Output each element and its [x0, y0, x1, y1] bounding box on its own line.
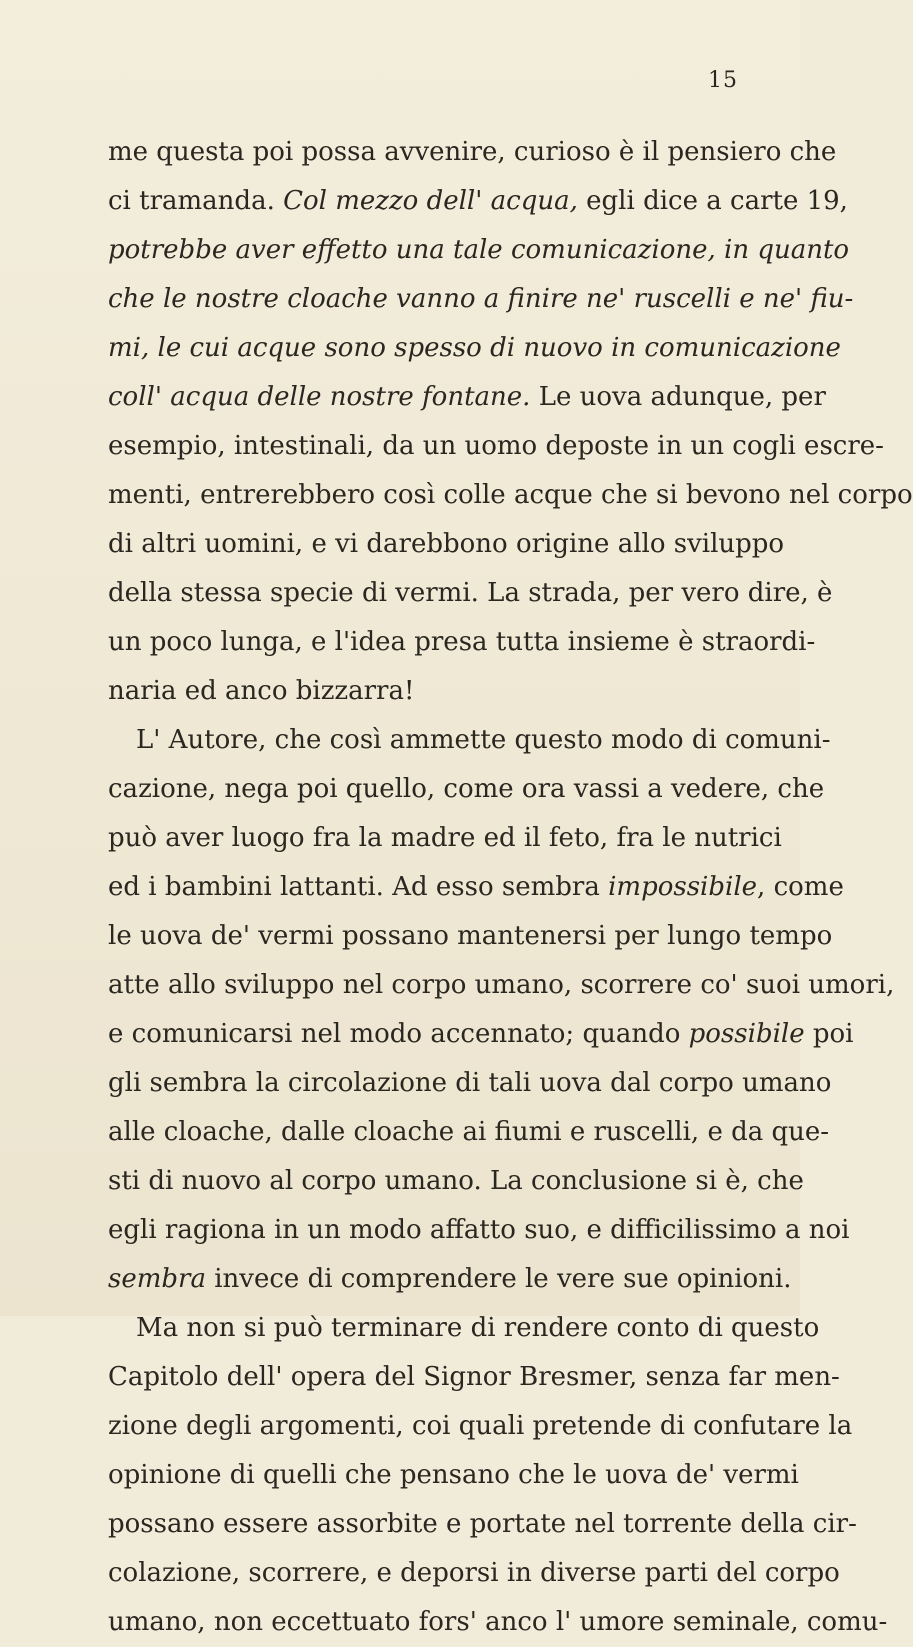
text-segment: gli sembra la circolazione di tali uova dal corpo umano	[108, 1068, 832, 1098]
italic-text-segment: coll' acqua delle nostre fontane.	[108, 382, 531, 412]
text-line	[108, 324, 841, 373]
text-line	[108, 520, 785, 569]
text-line	[108, 422, 884, 471]
text-line	[108, 1059, 832, 1108]
text-segment: le uova de' vermi possano mantenersi per lungo tempo	[108, 921, 833, 951]
text-segment: e comunicarsi nel modo accennato; quando	[108, 1019, 689, 1049]
text-segment: ed i bambini lattanti. Ad esso sembra	[108, 872, 609, 902]
text-segment: sti di nuovo al corpo umano. La conclusione si è, che	[108, 1166, 804, 1196]
text-line	[108, 226, 850, 275]
italic-text-segment: Col mezzo dell' acqua,	[283, 186, 578, 216]
text-line	[108, 471, 913, 520]
text-line	[108, 1255, 792, 1304]
text-line	[108, 1206, 850, 1255]
text-segment: Capitolo dell' opera del Signor Bresmer, senza far men-	[108, 1362, 840, 1392]
text-segment: Ma non si può terminare di rendere conto di questo	[136, 1313, 820, 1343]
text-line	[108, 177, 848, 226]
text-segment: atte allo sviluppo nel corpo umano, scorrere co' suoi umori,	[108, 970, 895, 1000]
text-segment: può aver luogo fra la madre ed il feto, fra le nutrici	[108, 823, 782, 853]
text-segment: , come	[757, 872, 844, 902]
text-segment: me questa poi possa avvenire, curioso è il pensiero che	[108, 137, 837, 167]
text-line	[108, 1598, 888, 1647]
italic-text-segment: mi, le cui acque sono spesso di nuovo in comunicazione	[108, 333, 841, 363]
italic-text-segment: che le nostre cloache vanno a finire ne' ruscelli e ne' fiu-	[108, 284, 854, 314]
text-segment: egli dice a carte 19,	[577, 186, 848, 216]
italic-text-segment: sembra	[108, 1264, 206, 1294]
text-line	[108, 814, 782, 863]
italic-text-segment: possibile	[688, 1019, 805, 1049]
text-line	[108, 1451, 799, 1500]
text-line	[108, 1353, 840, 1402]
text-segment: Le uova adunque, per	[530, 382, 826, 412]
text-segment: un poco lunga, e l'idea presa tutta insieme è straordi-	[108, 627, 816, 657]
text-segment: poi	[804, 1019, 854, 1049]
text-segment: egli ragiona in un modo affatto suo, e difficilissimo a noi	[108, 1215, 850, 1245]
text-segment: L' Autore, che così ammette questo modo di comuni-	[136, 725, 831, 755]
text-line	[108, 863, 844, 912]
body-text	[108, 128, 913, 1647]
text-segment: zione degli argomenti, coi quali pretende di confutare la	[108, 1411, 853, 1441]
text-segment: opinione di quelli che pensano che le uova de' vermi	[108, 1460, 799, 1490]
italic-text-segment: impossibile	[608, 872, 758, 902]
text-line	[108, 618, 816, 667]
text-line	[108, 373, 826, 422]
text-line	[108, 1108, 830, 1157]
text-segment: menti, entrerebbero così colle acque che si bevono nel corpo	[108, 480, 913, 510]
text-line	[108, 128, 837, 177]
text-segment: possano essere assorbite e portate nel torrente della cir-	[108, 1509, 857, 1539]
text-line	[108, 765, 825, 814]
text-line	[108, 1549, 840, 1598]
text-line	[108, 1402, 853, 1451]
text-segment: naria ed anco bizzarra!	[108, 676, 415, 706]
text-line	[108, 1304, 820, 1353]
text-segment: ci tramanda.	[108, 186, 284, 216]
text-segment: invece di comprendere le vere sue opinioni.	[205, 1264, 792, 1294]
text-segment: umano, non eccettuato fors' anco l' umore seminale, comu-	[108, 1607, 888, 1637]
text-segment: cazione, nega poi quello, come ora vassi a vedere, che	[108, 774, 825, 804]
text-segment: esempio, intestinali, da un uomo deposte in un cogli escre-	[108, 431, 884, 461]
text-segment: di altri uomini, e vi darebbono origine allo sviluppo	[108, 529, 785, 559]
text-line	[108, 716, 831, 765]
text-line	[108, 912, 833, 961]
text-segment: alle cloache, dalle cloache ai fiumi e ruscelli, e da que-	[108, 1117, 830, 1147]
text-line	[108, 961, 895, 1010]
text-line	[108, 569, 833, 618]
text-line	[108, 1157, 804, 1206]
text-line	[108, 275, 854, 324]
text-line	[108, 1010, 854, 1059]
text-line	[108, 1500, 857, 1549]
italic-text-segment: potrebbe aver effetto una tale comunicazione, in quanto	[108, 235, 850, 265]
page-number: 15	[708, 68, 738, 93]
text-line	[108, 667, 758, 716]
text-segment: della stessa specie di vermi. La strada, per vero dire, è	[108, 578, 833, 608]
text-segment: colazione, scorrere, e deporsi in diverse parti del corpo	[108, 1558, 840, 1588]
